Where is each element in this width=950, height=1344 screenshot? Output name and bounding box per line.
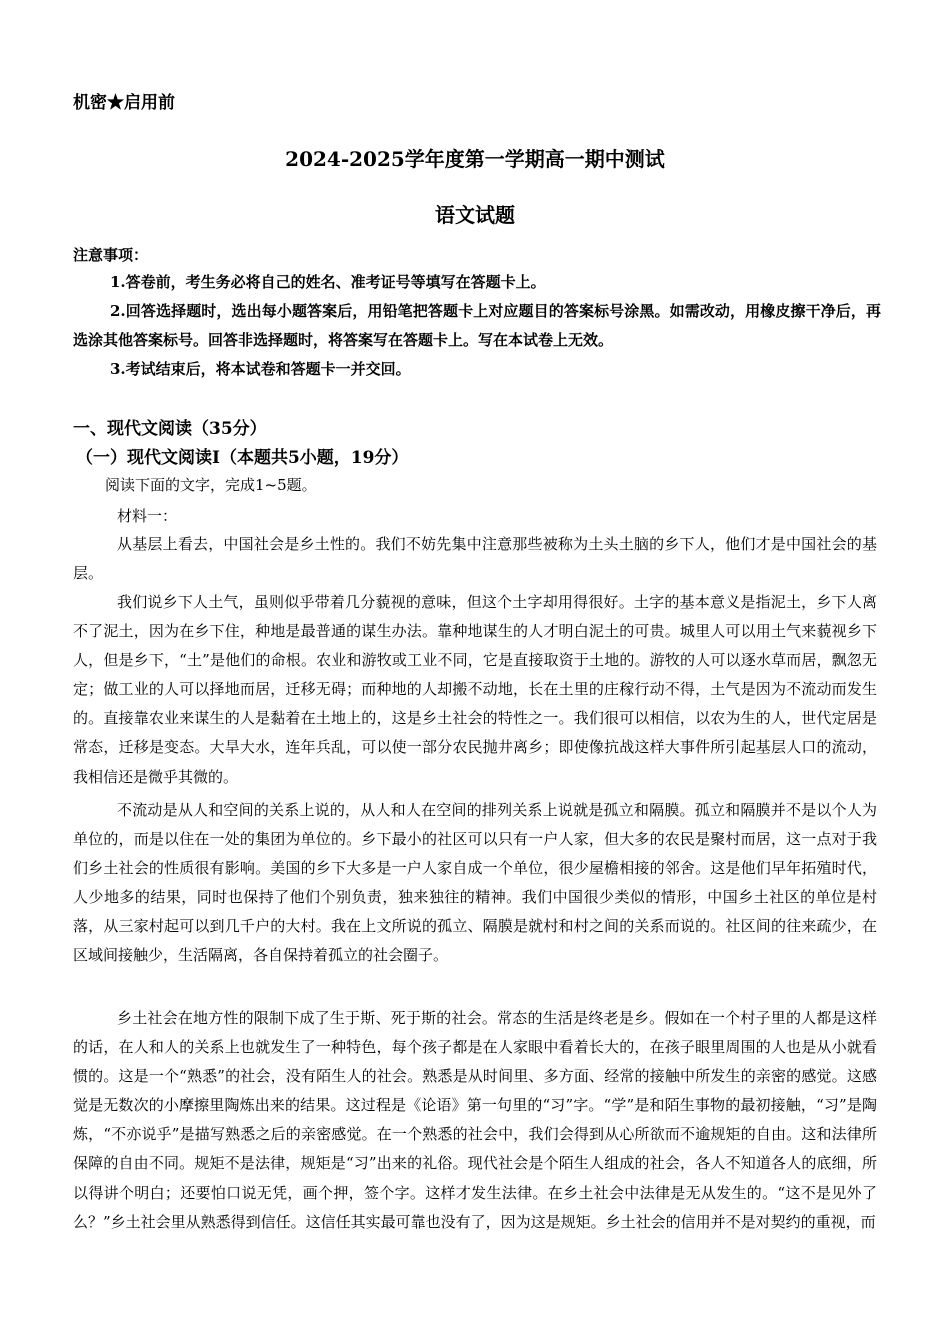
notice-item: 3.考试结束后，将本试卷和答题卡一并交回。 <box>110 360 411 378</box>
passage-paragraph: 不流动是从人和空间的关系上说的，从人和人在空间的排列关系上说就是孤立和隔膜。孤立和隔膜并不是以个人为单位的，而是以住在一处的集团为单位的。乡下最小的社区可以只有一户人家，但大多的农民是聚村而居，这一点对于我们乡土社会的性质很有影响。美国的乡下大多是一户人家自成一个单位，很少屋檐相接的邻舍。这是他们早年拓殖时代，人少地多的结果，同时也保持了他们个别负责，独来独往的精神。我们中国很少类似的情形，中国乡土社区的单位是村落，从三家村起可以到几千户的大村。我在上文所说的孤立、隔膜是就村和村之间的关系而说的。社区间的往来疏少，在区域间接触少，生活隔离，各自保持着孤立的社会圈子。 <box>73 801 877 965</box>
passage-paragraph: 乡土社会在地方性的限制下成了生于斯、死于斯的社会。常态的生活是终老是乡。假如在一个村子里的人都是这样的话，在人和人的关系上也就发生了一种特色，每个孩子都是在人家眼中看着长大的，在孩子眼里周围的人也是从小就看惯的。这是一个“熟悉”的社会，没有陌生人的社会。熟悉是从时间里、多方面、经常的接触中所发生的亲密的感觉。这感觉是无数次的小摩擦里陶炼出来的结果。这过程是《论语》第一句里的“习”字。“学”是和陌生事物的最初接触，“习”是陶炼，“不亦说乎”是描写熟悉之后的亲密感觉。在一个熟悉的社会中，我们会得到从心所欲而不逾规矩的自由。这和法律所保障的自由不同。规矩不是法律，规矩是“习”出来的礼俗。现代社会是个陌生人组成的社会，各人不知道各人的底细，所以得讲个明白；还要怕口说无凭，画个押，签个字。这样才发生法律。在乡土社会中法律是无从发生的。“这不是见外了么？”乡土社会里从熟悉得到信任。这信任其实最可靠也没有了，因为这是规矩。乡土社会的信用并不是对契约的重视，而 <box>73 1009 877 1231</box>
reading-instruction: 阅读下面的文字，完成1~5题。 <box>105 476 317 494</box>
notice-item: 1.答卷前，考生务必将自己的姓名、准考证号等填写在答题卡上。 <box>110 273 546 291</box>
passage-paragraph: 从基层上看去，中国社会是乡土性的。我们不妨先集中注意那些被称为土头土脑的乡下人，他们才是中国社会的基层。 <box>73 535 877 583</box>
section-subtitle: （一）现代文阅读I（本题共5小题，19分） <box>76 448 409 468</box>
section-title: 一、现代文阅读（35分） <box>73 419 267 439</box>
notice-heading: 注意事项： <box>73 246 149 264</box>
notice-item: 2.回答选择题时，选出每小题答案后，用铅笔把答题卡上对应题目的答案标号涂黑。如需改动，用橡皮擦干净后，再选涂其他答案标号。回答非选择题时，将答案写在答题卡上。写在本试卷上无效。 <box>73 302 881 349</box>
material-label: 材料一： <box>117 507 178 525</box>
passage-paragraph: 我们说乡下人土气，虽则似乎带着几分藐视的意味，但这个土字却用得很好。土字的基本意义是指泥土，乡下人离不了泥土，因为在乡下住，种地是最普通的谋生办法。靠种地谋生的人才明白泥土的可贵。城里人可以用土气来藐视乡下人，但是乡下，“土”是他们的命根。农业和游牧或工业不同，它是直接取资于土地的。游牧的人可以逐水草而居，飘忽无定；做工业的人可以择地而居，迁移无碍；而种地的人却搬不动地，长在土里的庄稼行动不得，土气是因为不流动而发生的。直接靠农业来谋生的人是黏着在土地上的，这是乡土社会的特性之一。我们很可以相信，以农为生的人，世代定居是常态，迁移是变态。大旱大水，连年兵乱，可以使一部分农民抛井离乡；即使像抗战这样大事件所引起基层人口的流动，我相信还是微乎其微的。 <box>73 593 877 786</box>
exam-title: 2024-2025学年度第一学期高一期中测试 <box>285 147 665 171</box>
exam-subtitle: 语文试题 <box>435 203 515 227</box>
confidential-label: 机密★启用前 <box>73 93 175 113</box>
